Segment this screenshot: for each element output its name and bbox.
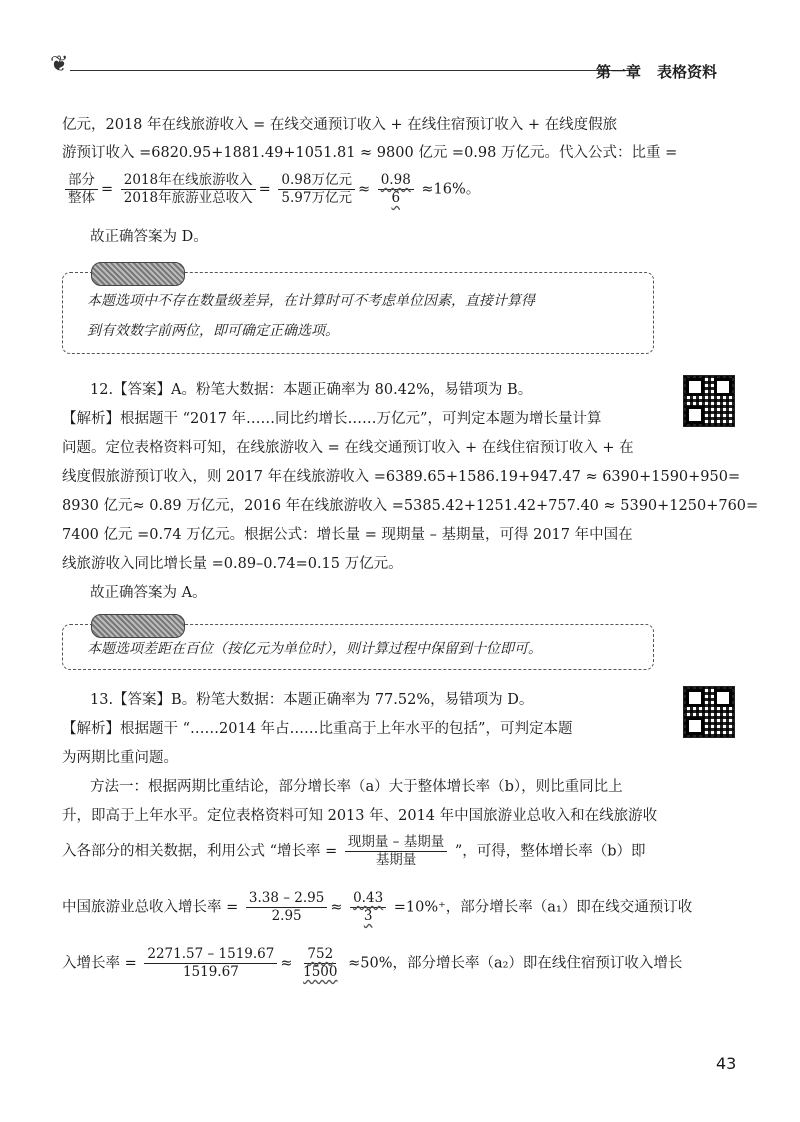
fraction: $\frac{2271.57 - 1519.67}{1519.67}$ [144, 946, 277, 981]
body-line: 亿元，2018 年在线旅游收入 = 在线交通预订收入 + 在线住宿预订收入 + 在线度假旅 [62, 117, 618, 133]
body-line-with-formula: 入增长率 = $\frac{2271.57 - 1519.67}{1519.67}$ ≈ $\frac{752}{1500}$ ≈50%，部分增长率（a₂）即在线住宿预订收入增长 [62, 946, 683, 980]
body-line: 问题。定位表格资料可知，在线旅游收入 = 在线交通预订收入 + 在线住宿预订收入 + 在 [62, 440, 634, 456]
answer-line: 故正确答案为 A。 [90, 585, 207, 601]
fraction: $\frac{0.98}{6}$ [378, 172, 414, 207]
chapter-header [596, 61, 717, 82]
header-rule [70, 70, 638, 71]
body-line: 【解析】根据题干 “……2014 年占……比重高于上年水平的包括”，可判定本题 [62, 721, 573, 737]
tip-text: 本题选项差距在百位（按亿元为单位时），则计算过程中保留到十位即可。 [87, 641, 542, 657]
body-line: 8930 亿元≈ 0.89 万亿元，2016 年在线旅游收入 =5385.42+1251.42+757.40 ≈ 5390+1250+760= [62, 498, 759, 514]
qr-code-icon[interactable] [683, 375, 735, 427]
body-line: 为两期比重问题。 [62, 750, 178, 766]
answer-line: 故正确答案为 D。 [90, 229, 208, 245]
ratio-formula: $\frac{\text{部分}}{\text{整体}}$ = $\frac{\text{2018年在线旅游收入}}{\text{2018年旅游业总收入}}$ = $\frac{\text{0.98万亿元}}{\text{5.97万亿元}}$ ≈ $\frac{0.98}{6}$ ≈16%。 [62, 172, 480, 207]
page-number: 43 [716, 1054, 737, 1073]
tip-text: 本题选项中不存在数量级差异，在计算时可不考虑单位因素，直接计算得 [87, 293, 535, 309]
chapter-title: 表格资料 [657, 63, 718, 81]
body-line-with-formula: 入各部分的相关数据，利用公式 “增长率 = $\frac{\text{现期量 – 基期量}}{\text{基期量}}$ ”，可得，整体增长率（b）即 [62, 834, 646, 868]
body-line: 7400 亿元 =0.74 万亿元。根据公式：增长量 = 现期量 – 基期量，可得 2017 年中国在 [62, 527, 633, 543]
fraction: $\frac{\text{现期量 – 基期量}}{\text{基期量}}$ [345, 834, 447, 869]
answer-heading: 13.【答案】B。粉笔大数据：本题正确率为 77.52%，易错项为 D。 [90, 692, 534, 708]
fraction: $\frac{\text{部分}}{\text{整体}}$ [65, 172, 98, 207]
tip-box [62, 272, 654, 354]
tip-box [62, 624, 654, 670]
body-line: 线旅游收入同比增长量 =0.89–0.74=0.15 万亿元。 [62, 556, 403, 572]
fraction: $\frac{\text{0.98万亿元}}{\text{5.97万亿元}}$ [278, 172, 355, 207]
body-line: 方法一：根据两期比重结论，部分增长率（a）大于整体增长率（b），则比重同比上 [90, 779, 623, 795]
tip-text: 到有效数字前两位，即可确定正确选项。 [87, 323, 339, 339]
chapter-number: 第一章 [596, 63, 642, 81]
tip-badge-icon [91, 262, 185, 286]
sprout-icon: ❦ [50, 52, 69, 77]
body-line: 【解析】根据题干 “2017 年……同比约增长……万亿元”，可判定本题为增长量计算 [62, 411, 602, 427]
qr-code-icon[interactable] [683, 686, 735, 738]
fraction: $\frac{\text{2018年在线旅游收入}}{\text{2018年旅游业总收入}}$ [121, 172, 256, 207]
fraction: $\frac{752}{1500}$ [303, 946, 338, 980]
body-line: 游预订收入 =6820.95+1881.49+1051.81 ≈ 9800 亿元 =0.98 万亿元。代入公式：比重 = [62, 145, 678, 161]
fraction: $\frac{3.38 - 2.95}{2.95}$ [246, 890, 327, 925]
body-line: 线度假旅游预订收入，则 2017 年在线旅游收入 =6389.65+1586.19+947.47 ≈ 6390+1590+950= [62, 469, 741, 485]
fraction: $\frac{0.43}{3}$ [350, 890, 386, 925]
body-line: 升，即高于上年水平。定位表格资料可知 2013 年、2014 年中国旅游业总收入和在线旅游收 [62, 808, 658, 824]
body-line-with-formula: 中国旅游业总收入增长率 = $\frac{3.38 - 2.95}{2.95}$ ≈ $\frac{0.43}{3}$ =10%⁺，部分增长率（a₁）即在线交通预订收 [62, 890, 693, 924]
answer-heading: 12.【答案】A。粉笔大数据：本题正确率为 80.42%，易错项为 B。 [90, 382, 533, 398]
